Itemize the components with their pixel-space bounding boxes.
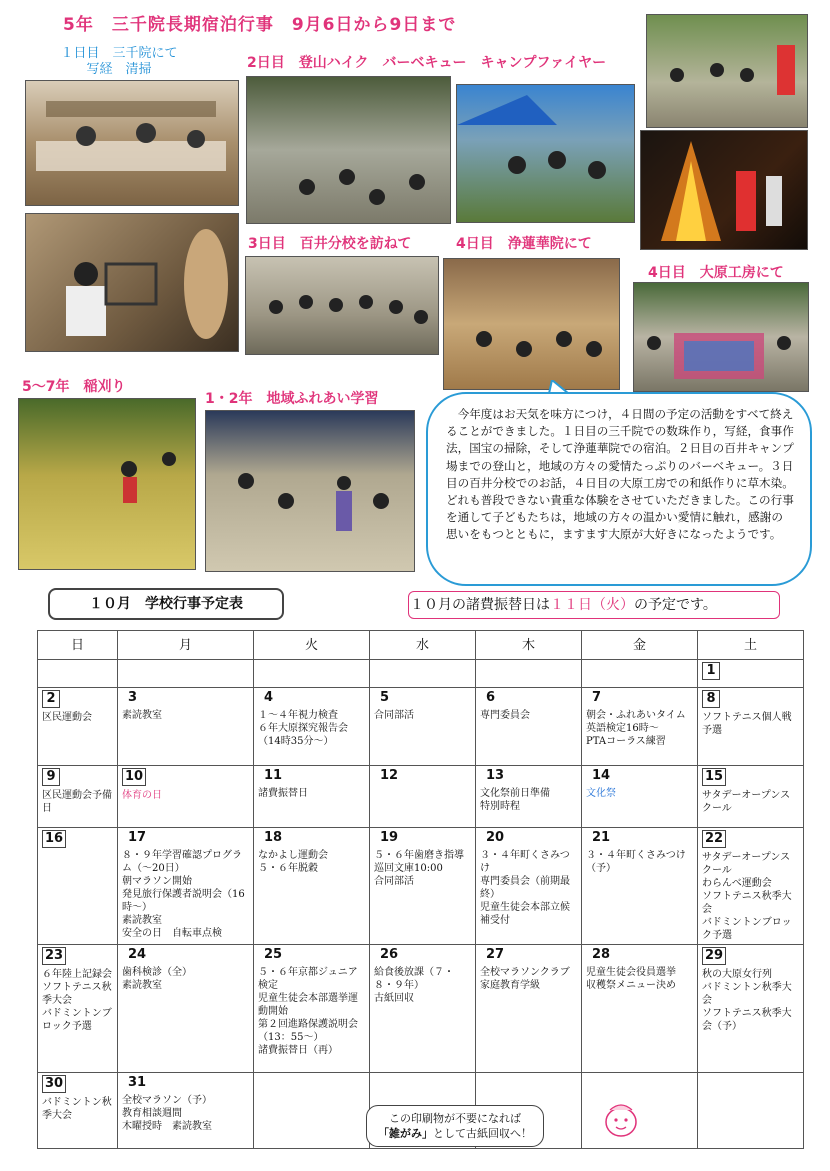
- caption-day3: 3日目 百井分校を訪ねて: [248, 236, 412, 252]
- event-text: 体育の日: [122, 790, 162, 801]
- event-text: なかよし運動会: [258, 850, 328, 861]
- event-text: 合同部活: [374, 876, 414, 887]
- event-text: 朝会・ふれあいタイム: [586, 710, 686, 721]
- day-number: 4: [264, 690, 274, 705]
- photo-community-learning: [205, 410, 415, 572]
- event-text: 古紙回収: [374, 993, 414, 1004]
- event-text: 収穫祭メニュー決め: [586, 980, 676, 991]
- recycle-line1: この印刷物が不要になれば: [389, 1112, 521, 1125]
- event-text: 専門委員会（前期最終）: [480, 876, 570, 900]
- photo-day4-temple: [443, 258, 620, 390]
- calendar-week-row: [38, 660, 804, 688]
- event-text: 朝マラソン開始: [122, 876, 192, 887]
- page-title: 5年 三千院長期宿泊行事 9月6日から9日まで: [63, 15, 457, 35]
- event-text: ６年陸上記録会: [42, 969, 112, 980]
- calendar-day-cell: [370, 688, 476, 766]
- day-number: 30: [42, 1075, 66, 1093]
- day-number: 10: [122, 768, 146, 786]
- event-text: 素読教室: [122, 980, 162, 991]
- event-text: 文化祭: [586, 788, 616, 799]
- photo-day4-workshop: [633, 282, 809, 392]
- event-text: 発見旅行保護者説明会（16時～）: [122, 889, 245, 913]
- event-text: ソフトテニス秋季大会: [42, 982, 112, 1006]
- day-number: 18: [264, 830, 283, 845]
- day-number: 5: [380, 690, 390, 705]
- event-text: バドミントンブロック予選: [42, 1008, 112, 1032]
- day-number: 16: [42, 830, 66, 848]
- day-number: 14: [592, 768, 611, 783]
- calendar-day-cell: [254, 660, 370, 688]
- event-text: 安全の日 自転車点検: [122, 928, 222, 939]
- calendar-day-cell: [254, 828, 370, 945]
- event-text: 巡回文庫10:00: [374, 863, 443, 874]
- calendar-table: [37, 630, 804, 1149]
- caption-day1-line2: 写経 清掃: [86, 62, 152, 77]
- calendar-day-cell: [254, 945, 370, 1073]
- event-text: サタデーオープンスクール: [702, 790, 791, 814]
- day-number: 26: [380, 947, 399, 962]
- event-text: 児童生徒会本部立候補受付: [480, 902, 570, 926]
- event-text: ソフトテニス秋季大会: [702, 891, 792, 915]
- calendar-day-cell: [118, 1073, 254, 1149]
- event-text: バドミントン秋季大会: [42, 1097, 112, 1121]
- day-number: 22: [702, 830, 726, 848]
- event-text: 区民運動会: [42, 712, 92, 723]
- calendar-day-cell: [698, 766, 804, 828]
- event-text: ３・４年町くさみつけ: [480, 850, 570, 874]
- calendar-day-cell: [582, 688, 698, 766]
- calendar-day-cell: [698, 945, 804, 1073]
- calendar-week-row: [38, 828, 804, 945]
- event-text: １～４年視力検査: [258, 710, 338, 721]
- day-number: 9: [42, 768, 60, 786]
- event-text: バドミントンブロック予選: [702, 917, 792, 941]
- recycle-notice: [366, 1105, 544, 1147]
- calendar-header: [38, 631, 804, 660]
- calendar-day-cell: [698, 828, 804, 945]
- day-number: 31: [128, 1075, 147, 1090]
- event-text: 英語検定16時～: [586, 723, 659, 734]
- event-text: 全校マラソンクラブ: [480, 967, 570, 978]
- day-number: 27: [486, 947, 505, 962]
- recycle-keyword: 「雑がみ」: [378, 1127, 433, 1140]
- day-number: 21: [592, 830, 611, 845]
- caption-day4b: 4日目 大原工房にて: [648, 265, 784, 281]
- notice-text-end: の予定です。: [634, 597, 717, 613]
- report-text-bubble: [426, 392, 812, 586]
- calendar-day-cell: [370, 766, 476, 828]
- event-text: 木曜授時 素読教室: [122, 1121, 212, 1132]
- event-text: ８・９年学習確認プログラム（～20日）: [122, 850, 242, 874]
- calendar-day-cell: [370, 660, 476, 688]
- event-text: 秋の大原女行列: [702, 969, 772, 980]
- day-number: 12: [380, 768, 399, 783]
- event-text: 全校マラソン（予）: [122, 1095, 212, 1106]
- recycle-line2: [367, 1126, 543, 1141]
- weekday-header: 日: [38, 631, 118, 660]
- event-text: 家庭教育学級: [480, 980, 540, 991]
- caption-day2: 2日目 登山ハイク バーベキュー キャンプファイヤー: [247, 55, 607, 71]
- payment-notice: [410, 594, 717, 614]
- calendar-day-cell: [118, 688, 254, 766]
- event-text: 児童生徒会役員選挙: [586, 967, 676, 978]
- calendar-day-cell: [38, 688, 118, 766]
- calendar-day-cell: [582, 828, 698, 945]
- photo-day3-school: [245, 256, 439, 355]
- photo-day1-cleaning: [25, 213, 239, 352]
- notice-date: １１日（火）: [550, 597, 634, 613]
- calendar-day-cell: [118, 945, 254, 1073]
- event-text: 素読教室: [122, 710, 162, 721]
- day-number: 20: [486, 830, 505, 845]
- event-text: バドミントン秋季大会: [702, 982, 792, 1006]
- day-number: 2: [42, 690, 60, 708]
- calendar-day-cell: [582, 945, 698, 1073]
- day-number: 7: [592, 690, 602, 705]
- calendar-day-cell: [254, 688, 370, 766]
- calendar-day-cell: [582, 766, 698, 828]
- calendar-day-cell: [582, 660, 698, 688]
- report-text: 今年度はお天気を味方につけ，４日間の予定の活動をすべて終えることができました。１日目の三千院での数珠作り，写経，食事作法，国宝の掃除，そして浄蓮華院での宿泊。２日目の百井キャンプ場までの登山と，地域の方々の愛情たっぷりのバーベキュー。３日目の百井分校でのお話，４日目の大原工房での和紙作りに草木染。どれも普段できない貴重な体験をさせていただきました。この行事を通して子どもたちは，地域の方々の温かい愛情に触れ，感謝の思いをもつとともに，ますます大原が大好きになったようです。: [446, 407, 794, 542]
- event-text: 区民運動会予備日: [42, 790, 112, 814]
- calendar-day-cell: [370, 828, 476, 945]
- weekday-header: 火: [254, 631, 370, 660]
- day-number: 6: [486, 690, 496, 705]
- event-text: 児童生徒会本部選挙運動開始: [258, 993, 358, 1017]
- calendar-week-row: [38, 688, 804, 766]
- day-number: 13: [486, 768, 505, 783]
- photo-day2-group: [646, 14, 808, 128]
- day-number: 28: [592, 947, 611, 962]
- event-text: ５・６年京都ジュニア検定: [258, 967, 358, 991]
- photo-day2-campfire: [640, 130, 808, 250]
- calendar-day-cell: [476, 688, 582, 766]
- caption-day1-line1: １日目 三千院にて: [60, 46, 178, 61]
- day-number: 29: [702, 947, 726, 965]
- day-number: 8: [702, 690, 720, 708]
- event-text: 特別時程: [480, 801, 520, 812]
- day-number: 1: [702, 662, 720, 680]
- calendar-day-cell: [698, 1073, 804, 1149]
- calendar-day-cell: [476, 828, 582, 945]
- caption-day1: [34, 46, 204, 78]
- mascot-icon: [600, 1098, 642, 1140]
- weekday-header: 月: [118, 631, 254, 660]
- event-text: 教育相談週間: [122, 1108, 182, 1119]
- event-text: ソフトテニス秋季大会（予）: [702, 1008, 792, 1032]
- day-number: 25: [264, 947, 283, 962]
- event-text: 第２回進路保護説明会（13：55～）: [258, 1019, 358, 1043]
- event-text: サタデーオープンスクール: [702, 852, 791, 876]
- event-text: ３・４年町くさみつけ（予）: [586, 850, 686, 874]
- calendar-day-cell: [476, 660, 582, 688]
- event-text: 専門委員会: [480, 710, 530, 721]
- calendar-day-cell: [476, 945, 582, 1073]
- recycle-line2-rest: として古紙回収へ！: [433, 1127, 532, 1140]
- calendar-day-cell: [370, 945, 476, 1073]
- event-text: 諸費振替日（再）: [258, 1045, 338, 1056]
- caption-grade12: 1・2年 地域ふれあい学習: [205, 391, 379, 407]
- day-number: 11: [264, 768, 283, 783]
- calendar-day-cell: [118, 828, 254, 945]
- calendar-day-cell: [254, 766, 370, 828]
- event-text: 諸費振替日: [258, 788, 308, 799]
- calendar-day-cell: [476, 766, 582, 828]
- calendar-day-cell: [254, 1073, 370, 1149]
- day-number: 15: [702, 768, 726, 786]
- calendar-day-cell: [698, 660, 804, 688]
- caption-day4a: 4日目 浄蓮華院にて: [456, 236, 592, 252]
- event-text: ソフトテニス個人戦予選: [702, 712, 792, 736]
- weekday-header: 木: [476, 631, 582, 660]
- notice-text: １０月の諸費振替日は: [410, 597, 550, 613]
- event-text: PTAコーラス練習: [586, 736, 666, 747]
- day-number: 3: [128, 690, 138, 705]
- calendar-day-cell: [118, 766, 254, 828]
- event-text: 歯科検診（全）: [122, 967, 192, 978]
- calendar-day-cell: [38, 945, 118, 1073]
- weekday-header: 水: [370, 631, 476, 660]
- event-text: ５・６年歯磨き指導: [374, 850, 464, 861]
- calendar-week-row: [38, 766, 804, 828]
- photo-day2-bbq: [456, 84, 635, 223]
- day-number: 24: [128, 947, 147, 962]
- calendar-day-cell: [118, 660, 254, 688]
- schedule-title: １０月 学校行事予定表: [48, 588, 284, 620]
- calendar-day-cell: [38, 660, 118, 688]
- photo-day2-hike: [246, 76, 451, 224]
- event-text: 素読教室: [122, 915, 162, 926]
- day-number: 17: [128, 830, 147, 845]
- caption-grade57: 5～7年 稲刈り: [22, 379, 126, 395]
- event-text: ６年大原探究報告会（14時35分～）: [258, 723, 348, 747]
- calendar-day-cell: [698, 688, 804, 766]
- photo-day1-sutra: [25, 80, 239, 206]
- day-number: 19: [380, 830, 399, 845]
- calendar-day-cell: [38, 828, 118, 945]
- calendar-day-cell: [38, 766, 118, 828]
- weekday-header: 金: [582, 631, 698, 660]
- event-text: 文化祭前日準備: [480, 788, 550, 799]
- event-text: 合同部活: [374, 710, 414, 721]
- weekday-header: 土: [698, 631, 804, 660]
- day-number: 23: [42, 947, 66, 965]
- event-text: 給食後放課（７・８・９年）: [374, 967, 454, 991]
- event-text: わらんべ運動会: [702, 878, 772, 889]
- calendar-week-row: [38, 945, 804, 1073]
- calendar-body: [38, 660, 804, 1149]
- event-text: ５・６年脱穀: [258, 863, 318, 874]
- photo-rice-harvest: [18, 398, 196, 570]
- calendar-day-cell: [38, 1073, 118, 1149]
